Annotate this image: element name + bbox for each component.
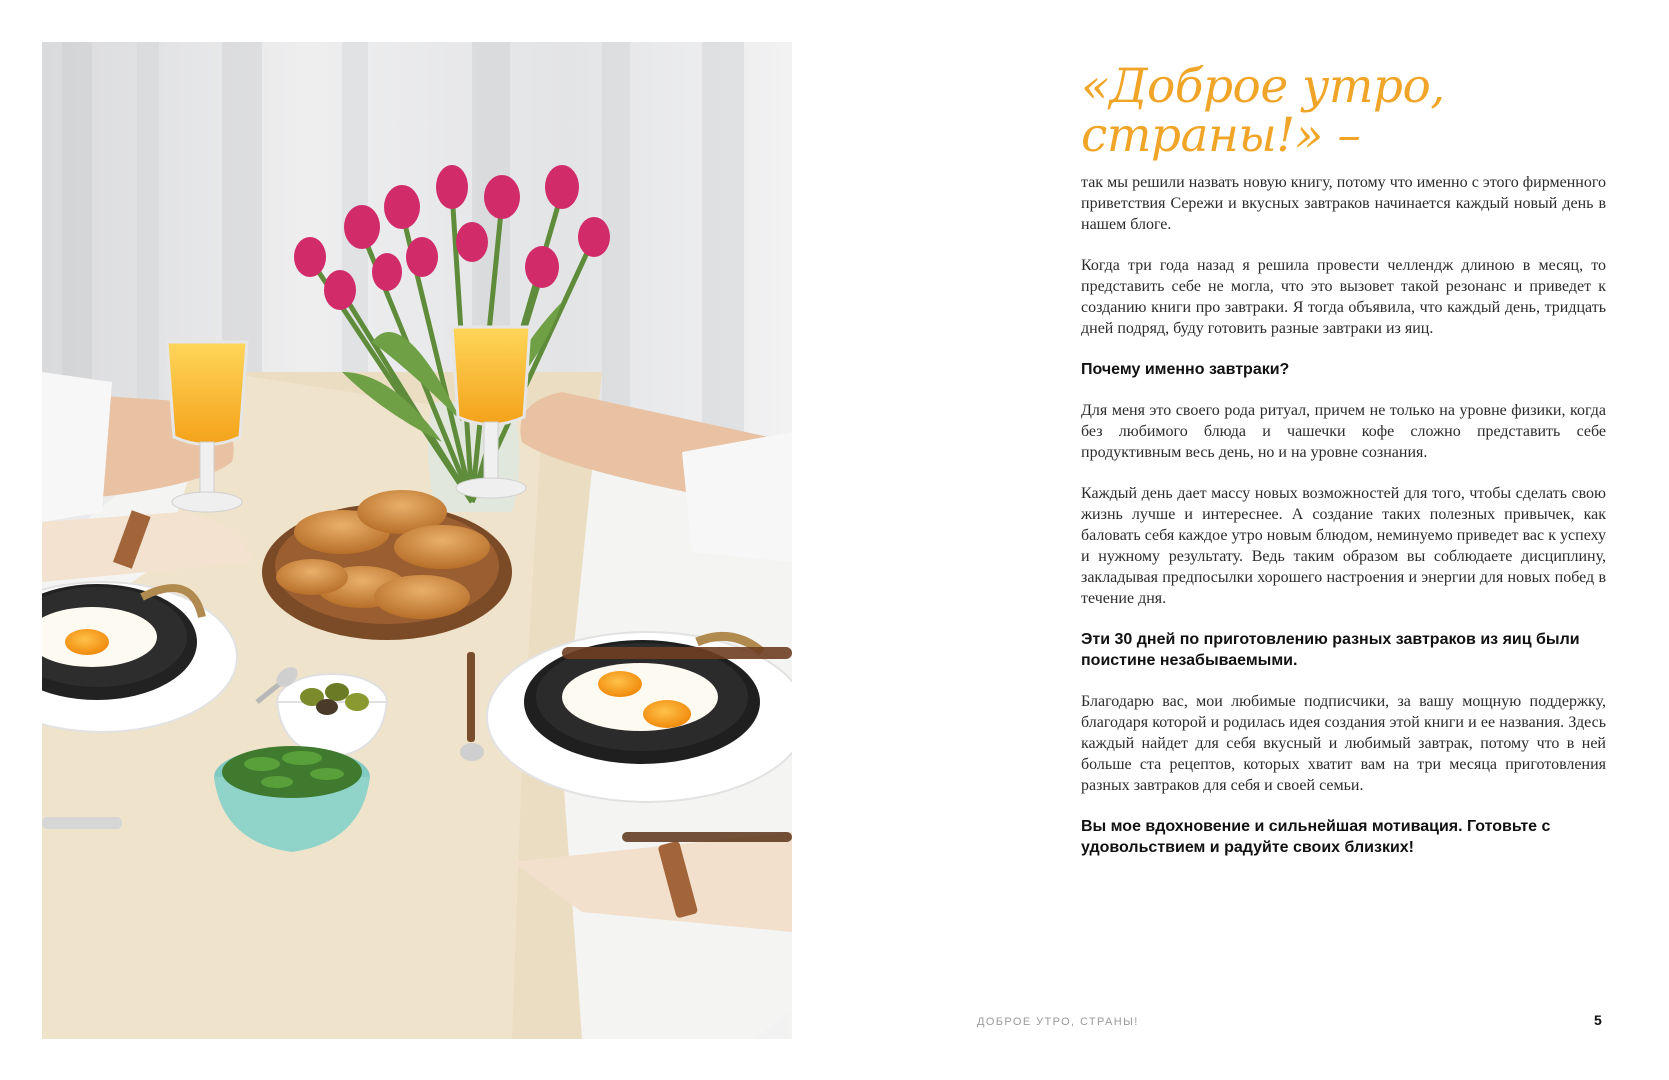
- plate-right: [487, 632, 792, 802]
- page-number: 5: [1594, 1012, 1602, 1028]
- breakfast-table-photo: [42, 42, 792, 1039]
- headline-line-1: «Доброе утро,: [1081, 59, 1445, 114]
- running-footer-title: ДОБРОЕ УТРО, СТРАНЫ!: [977, 1016, 1139, 1028]
- subheading-why-breakfasts: Почему именно завтраки?: [1081, 361, 1290, 378]
- paragraph-thanks: Благодарю вас, мои любимые подписчики, за вашу мощную поддержку, благодаря которой и родилась идея создания этой книги и ее названия. Здесь каждый найдет для себя вкусный и любимый завтрак, потому что в ней больше ста рецептов, которых хватит вам на три месяца приготовления разных завтраков для себя и своей семьи.: [1081, 693, 1606, 794]
- highlight-thirty-days: Эти 30 дней по приготовлению разных завтраков из яиц были поистине незабываемыми.: [1081, 631, 1580, 669]
- headline-line-2: страны!» –: [1081, 108, 1361, 163]
- breakfast-photo-illustration: [42, 42, 792, 1039]
- intro-paragraph: так мы решили назвать новую книгу, потому что именно с этого фирменного приветствия Сережи и вкусных завтраков начинается каждый новый день в нашем блоге.: [1081, 174, 1606, 233]
- paragraph-ritual: Для меня это своего рода ритуал, причем не только на уровне физики, когда без любимого блюда и чашечки кофе сложно представить себе продуктивным весь день, но и на уровне сознания.: [1081, 402, 1606, 461]
- text-column: [1081, 59, 1606, 858]
- headline: [1081, 59, 1606, 163]
- paragraph-challenge: Когда три года назад я решила провести челлендж длиною в месяц, то представить себе не могла, что это вызовет такой резонанс и приведет к созданию книги про завтраки. Я тогда объявила, что каждый день, тридцать дней подряд, буду готовить разные завтраки из яиц.: [1081, 257, 1606, 337]
- highlight-inspiration: Вы мое вдохновение и сильнейшая мотивация. Готовьте с удовольствием и радуйте своих близких!: [1081, 818, 1551, 856]
- paragraph-opportunities: Каждый день дает массу новых возможностей для того, чтобы сделать свою жизнь лучше и интереснее. А создание таких полезных привычек, как баловать себя каждое утро новым блюдом, неминуемо приведет вас к успеху и нужному результату. Ведь таким образом вы соблюдаете дисциплину, закладывая предпосылки хорошего настроения и энергии для новых побед в течение дня.: [1081, 485, 1606, 607]
